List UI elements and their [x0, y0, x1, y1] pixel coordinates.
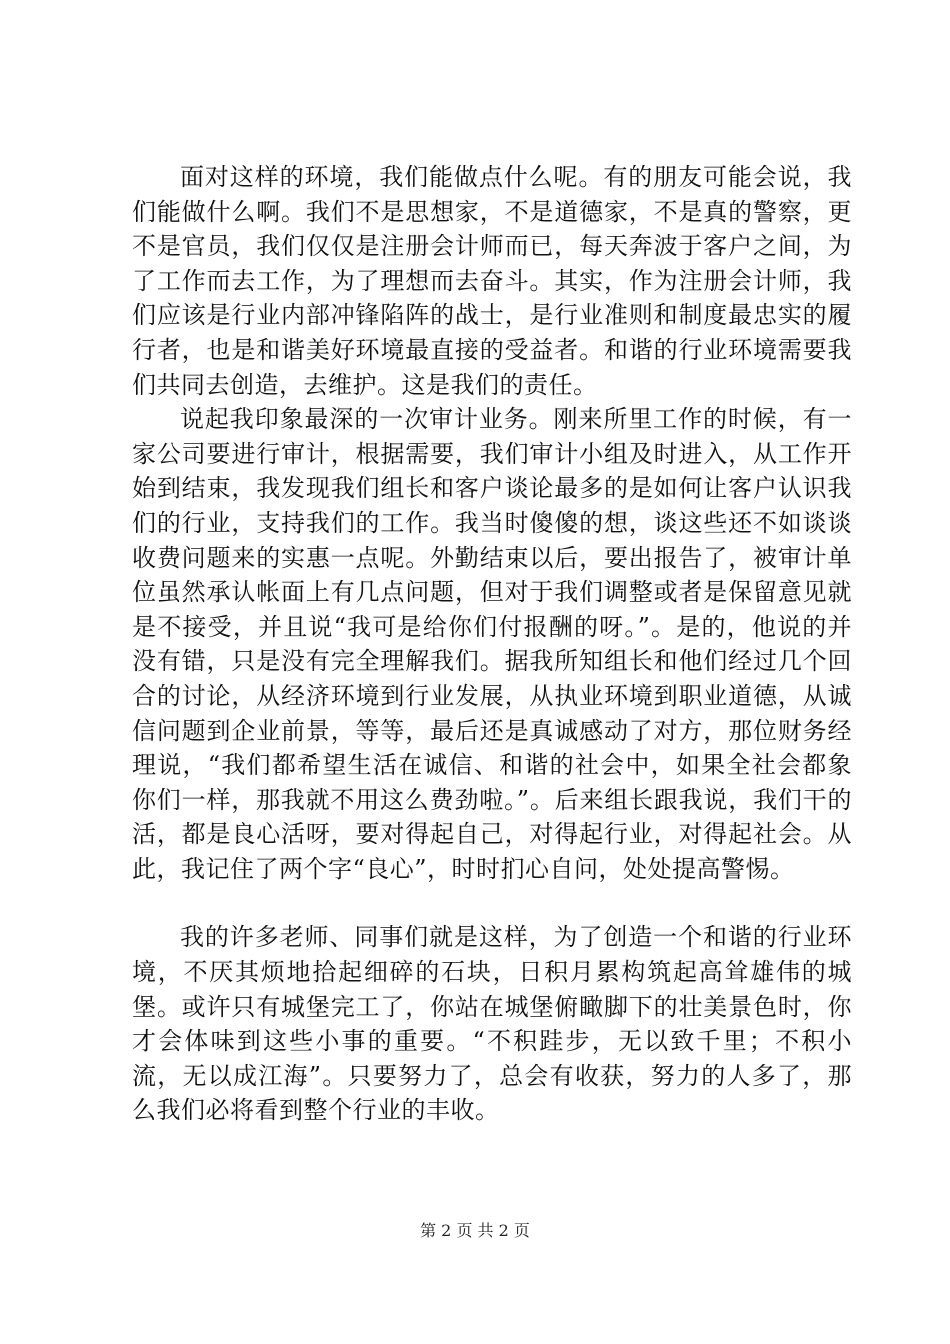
page-footer: [0, 1218, 950, 1241]
document-body: [132, 160, 852, 1128]
paragraph-3: 我的许多老师、同事们就是这样，为了创造一个和谐的行业环境，不厌其烦地拾起细碎的石块，日积月累构筑起高耸雄伟的城堡。或许只有城堡完工了，你站在城堡俯瞰脚下的壮美景色时，你才会体味到这些小事的重要。“不积跬步，无以致千里；不积小流，无以成江海”。只要努力了，总会有收获，努力的人多了，那么我们必将看到整个行业的丰收。: [132, 923, 852, 1125]
paragraph-1: 面对这样的环境，我们能做点什么呢。有的朋友可能会说，我们能做什么啊。我们不是思想家，不是道德家，不是真的警察，更不是官员，我们仅仅是注册会计师而已，每天奔波于客户之间，为了工作而去工作，为了理想而去奋斗。其实，作为注册会计师，我们应该是行业内部冲锋陷阵的战士，是行业准则和制度最忠实的履行者，也是和谐美好环境最直接的受益者。和谐的行业环境需要我们共同去创造，去维护。这是我们的责任。: [132, 163, 852, 399]
paragraph-2: 说起我印象最深的一次审计业务。刚来所里工作的时候，有一家公司要进行审计，根据需要，我们审计小组及时进入，从工作开始到结束，我发现我们组长和客户谈论最多的是如何让客户认识我们的行业，支持我们的工作。我当时傻傻的想，谈这些还不如谈谈收费问题来的实惠一点呢。外勤结束以后，要出报告了，被审计单位虽然承认帐面上有几点问题，但对于我们调整或者是保留意见就是不接受，并且说“我可是给你们付报酬的呀。”。是的，他说的并没有错，只是没有完全理解我们。据我所知组长和他们经过几个回合的讨论，从经济环境到行业发展，从执业环境到职业道德，从诚信问题到企业前景，等等，最后还是真诚感动了对方，那位财务经理说，“我们都希望生活在诚信、和谐的社会中，如果全社会都象你们一样，那我就不用这么费劲啦。”。后来组长跟我说，我们干的活，都是良心活呀，要对得起自己，对得起行业，对得起社会。从此，我记住了两个字“良心”，时时扪心自问，处处提高警惕。: [132, 405, 852, 883]
page-number-label: 第 2 页 共 2 页: [420, 1221, 530, 1240]
